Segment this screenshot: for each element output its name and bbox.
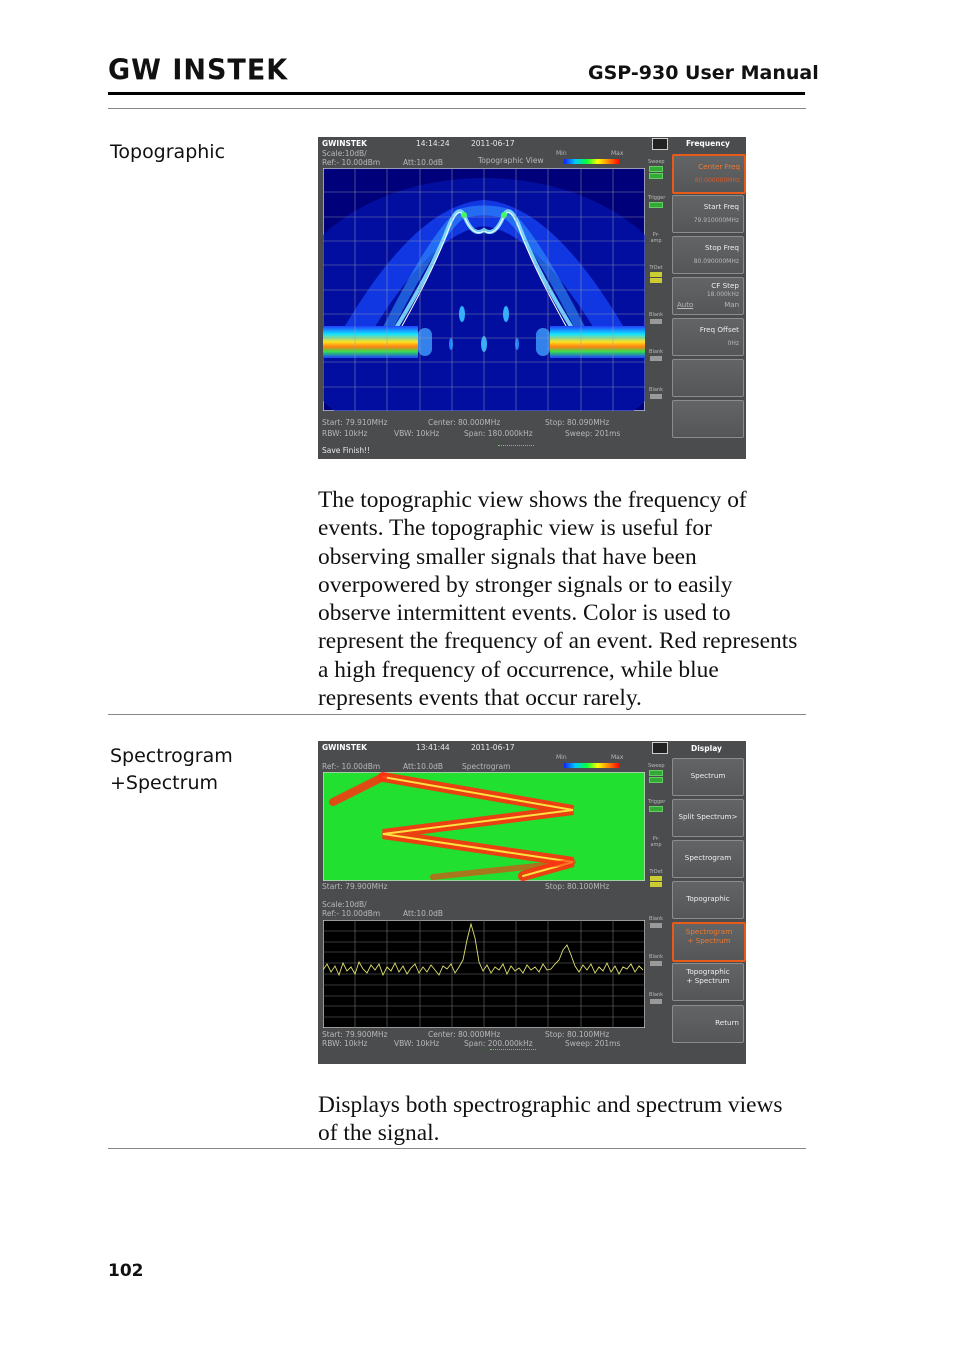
softkey-cf-step[interactable]: CF Step 18.000kHz Auto Man [672, 277, 744, 315]
softkey-start-freq[interactable]: Start Freq 79.910000MHz [672, 195, 744, 233]
sweep-indicator: Sweep [648, 763, 664, 784]
preamp-indicator: Pr-amp [650, 232, 662, 244]
spectrogram-spectrum-screenshot [318, 741, 746, 1064]
manual-title: GSP-930 User Manual [588, 62, 819, 84]
softkey-empty-2[interactable] [672, 400, 744, 438]
freq-start: Start: 79.900MHz [322, 1030, 388, 1039]
label-line-1: Spectrogram [110, 745, 233, 767]
screen-att: Att:10.0dB [403, 762, 444, 771]
spectrum-scale: Scale:10dB/ [322, 900, 367, 909]
screen-ref: Ref:- 10.00dBm [322, 762, 381, 771]
screen-brand: GWINSTEK [322, 139, 367, 148]
header-rule [108, 92, 805, 95]
vbw: VBW: 10kHz [394, 429, 440, 438]
blank-indicator-3: Blank [648, 992, 664, 1005]
trigger-indicator: Trigger [648, 195, 664, 209]
screen-date: 2011-06-17 [471, 139, 515, 148]
spectrogram-description: Displays both spectrographic and spectrum views of the signal. [318, 1092, 783, 1147]
lxi-icon [652, 742, 668, 754]
topographic-plot [323, 168, 645, 411]
colorbar-max: Max [611, 754, 624, 761]
softkey-return[interactable]: Return [672, 1005, 744, 1043]
spectrogram-stop: Stop: 80.100MHz [545, 882, 610, 891]
sweep: Sweep: 201ms [565, 429, 621, 438]
screen-date: 2011-06-17 [471, 743, 515, 752]
blank-indicator-3: Blank [648, 387, 664, 400]
menu-title: Display [691, 744, 722, 753]
menu-title: Frequency [686, 139, 730, 148]
freq-stop: Stop: 80.090MHz [545, 418, 610, 427]
sweep-indicator: Sweep [648, 159, 664, 180]
screen-brand: GWINSTEK [322, 743, 367, 752]
screen-att: Att:10.0dB [403, 158, 444, 167]
blank-indicator-2: Blank [648, 954, 664, 967]
header-rule-thin [108, 108, 806, 109]
softkey-center-freq[interactable]: Center Freq 80.000000MHz [672, 154, 746, 194]
brand-logo: GW INSTEK [108, 54, 289, 87]
softkey-spectrum[interactable]: Spectrum [672, 758, 744, 796]
rbw: RBW: 10kHz [322, 429, 368, 438]
freq-center: Center: 80.000MHz [428, 418, 501, 427]
status-message: Save Finish!! [322, 446, 371, 455]
screen-time: 13:41:44 [416, 743, 450, 752]
screen-view: Topographic View [478, 156, 544, 165]
colorbar-max: Max [611, 150, 624, 157]
screen-scale: Scale:10dB/ [322, 149, 367, 158]
screen-view: Spectrogram [462, 762, 511, 771]
freq-start: Start: 79.910MHz [322, 418, 388, 427]
color-scale-bar [564, 763, 620, 768]
section-label-topographic: Topographic [110, 141, 226, 163]
spectrum-att: Att:10.0dB [403, 909, 444, 918]
softkey-freq-offset[interactable]: Freq Offset 0Hz [672, 318, 744, 356]
freq-stop: Stop: 80.100MHz [545, 1030, 610, 1039]
screen-ref: Ref:- 10.00dBm [322, 158, 381, 167]
softkey-stop-freq[interactable]: Stop Freq 80.090000MHz [672, 236, 744, 274]
label-line-2: +Spectrum [110, 772, 218, 794]
softkey-spectrogram[interactable]: Spectrogram [672, 840, 744, 878]
softkey-split-spectrum[interactable]: Split Spectrum> [672, 799, 744, 837]
section-divider-1 [108, 714, 806, 715]
interface-icons [498, 445, 534, 456]
softkey-topographic[interactable]: Topographic [672, 881, 744, 919]
softkey-spectrogram-spectrum[interactable]: Spectrogram + Spectrum [672, 922, 746, 962]
blank-indicator-1: Blank [648, 916, 664, 929]
section-label-spectrogram-spectrum [110, 743, 233, 797]
trace-indicator: TrDet [648, 265, 664, 284]
rbw: RBW: 10kHz [322, 1039, 368, 1048]
page-number: 102 [108, 1261, 144, 1281]
interface-icons [490, 1049, 536, 1060]
freq-center: Center: 80.000MHz [428, 1030, 501, 1039]
preamp-indicator: Pr-amp [650, 836, 662, 848]
spectrogram-start: Start: 79.900MHz [322, 882, 388, 891]
section-divider-2 [108, 1148, 806, 1149]
topographic-description: The topographic view shows the frequency of events. The topographic view is useful for observing smaller signals that have been overpowered by stronger signals or to easily observe intermittent events. Color is used to represent the frequency of an event. Red represents a high frequency of occurrence, while blue represents events that occur rarely. [318, 487, 798, 712]
span: Span: 200.000kHz [464, 1039, 533, 1048]
colorbar-min: Min [556, 754, 567, 761]
spectrogram-plot [323, 772, 645, 881]
sweep: Sweep: 201ms [565, 1039, 621, 1048]
softkey-empty-1[interactable] [672, 359, 744, 397]
softkey-topographic-spectrum[interactable]: Topographic + Spectrum [672, 963, 744, 1001]
spectrum-plot [323, 920, 645, 1028]
lxi-icon [652, 138, 668, 150]
topographic-screenshot [318, 137, 746, 459]
vbw: VBW: 10kHz [394, 1039, 440, 1048]
span: Span: 180.000kHz [464, 429, 533, 438]
trace-indicator: TrDet [648, 869, 664, 888]
blank-indicator-2: Blank [648, 349, 664, 362]
colorbar-min: Min [556, 150, 567, 157]
color-scale-bar [564, 159, 620, 164]
screen-time: 14:14:24 [416, 139, 450, 148]
blank-indicator-1: Blank [648, 312, 664, 325]
spectrum-ref: Ref:- 10.00dBm [322, 909, 381, 918]
trigger-indicator: Trigger [648, 799, 664, 813]
